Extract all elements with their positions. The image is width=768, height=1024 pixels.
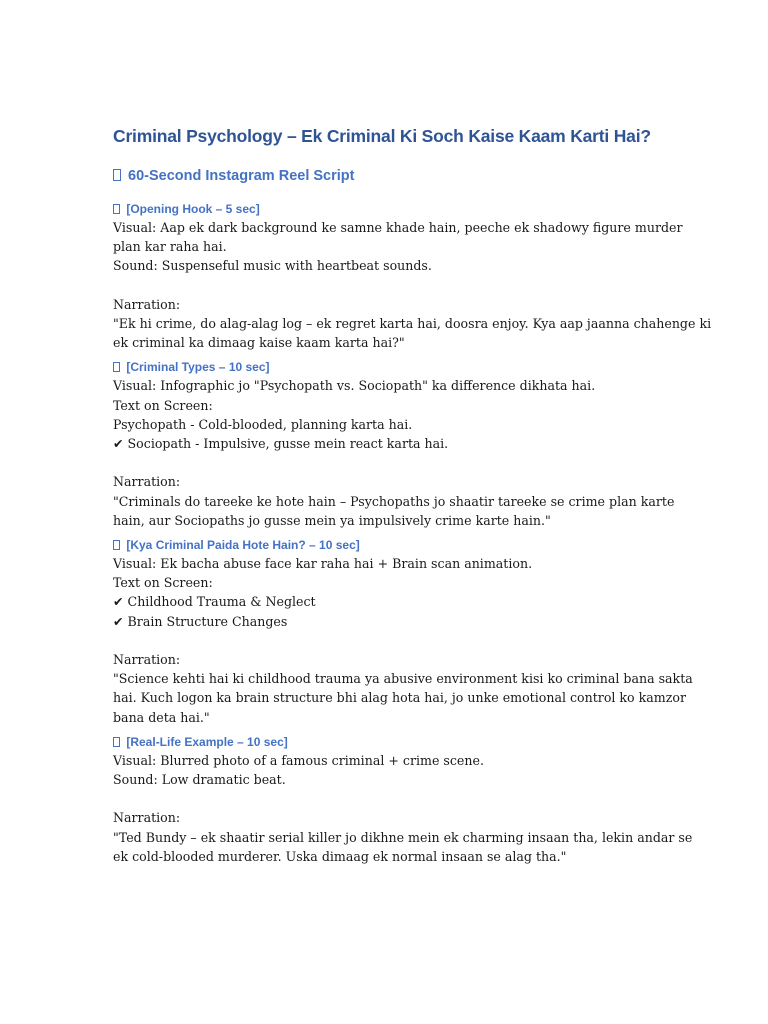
body-line: ✔ Brain Structure Changes xyxy=(113,613,288,629)
section-heading-text: [Kya Criminal Paida Hote Hain? – 10 sec] xyxy=(126,538,360,553)
section-heading-text: [Real-Life Example – 10 sec] xyxy=(126,734,288,749)
script-sections xyxy=(113,200,712,866)
body-line: Sound: Suspenseful music with heartbeat sounds. xyxy=(113,258,432,274)
missing-glyph-icon xyxy=(113,362,120,372)
section-heading xyxy=(113,733,668,751)
script-section xyxy=(113,200,712,352)
missing-glyph-icon xyxy=(113,540,120,550)
missing-glyph-icon xyxy=(113,169,121,181)
script-section xyxy=(113,358,675,530)
document-subtitle xyxy=(113,166,668,186)
script-section xyxy=(113,536,693,727)
body-line: Narration: xyxy=(113,652,181,668)
body-line: Narration: xyxy=(113,474,181,490)
body-line: Visual: Blurred photo of a famous criminal + crime scene. xyxy=(113,752,484,768)
body-line: hai. Kuch logon ka brain structure bhi alag hota hai, jo unke emotional control ko kamzor xyxy=(113,690,686,706)
body-line: ✔ Sociopath - Impulsive, gusse mein react karta hai. xyxy=(113,436,449,452)
body-line: "Science kehti hai ki childhood trauma ya abusive environment kisi ko criminal bana sakta xyxy=(113,671,693,687)
blank-line xyxy=(113,453,668,472)
body-line: Text on Screen: xyxy=(113,575,213,591)
section-heading-text: [Opening Hook – 5 sec] xyxy=(126,202,260,216)
body-line: Psychopath - Cold-blooded, planning karta hai. xyxy=(113,416,413,432)
blank-line xyxy=(113,789,668,808)
body-line: hain, aur Sociopaths jo gusse mein ya impulsively crime karte hain." xyxy=(113,512,551,528)
section-heading xyxy=(113,536,668,554)
body-line: "Criminals do tareeke ke hote hain – Psychopaths jo shaatir tareeke se crime plan karte xyxy=(113,493,675,509)
section-heading-text: [Criminal Types – 10 sec] xyxy=(126,360,270,375)
document-title: Criminal Psychology – Ek Criminal Ki Soch Kaise Kaam Karti Hai? xyxy=(113,126,651,146)
body-line: ek cold-blooded murderer. Uska dimaag ek normal insaan se alag tha." xyxy=(113,848,567,864)
section-heading xyxy=(113,200,668,218)
blank-line xyxy=(113,276,668,295)
body-line: Text on Screen: xyxy=(113,397,213,413)
body-line: "Ted Bundy – ek shaatir serial killer jo dikhne mein ek charming insaan tha, lekin andar se xyxy=(113,829,693,845)
body-line: Visual: Infographic jo "Psychopath vs. Sociopath" ka difference dikhata hai. xyxy=(113,378,596,394)
body-line: Visual: Ek bacha abuse face kar raha hai + Brain scan animation. xyxy=(113,556,533,572)
section-heading xyxy=(113,358,668,376)
body-line: plan kar raha hai. xyxy=(113,239,227,255)
subtitle-text: 60-Second Instagram Reel Script xyxy=(128,168,355,184)
blank-line xyxy=(113,631,668,650)
body-line: bana deta hai." xyxy=(113,709,210,725)
missing-glyph-icon xyxy=(113,204,120,214)
script-section xyxy=(113,733,693,866)
body-line: ek criminal ka dimaag kaise kaam karta hai?" xyxy=(113,335,405,351)
missing-glyph-icon xyxy=(113,737,120,747)
body-line: "Ek hi crime, do alag-alag log – ek regret karta hai, doosra enjoy. Kya aap jaanna chahenge ki xyxy=(113,316,712,331)
body-line: Narration: xyxy=(113,810,181,826)
body-line: Sound: Low dramatic beat. xyxy=(113,772,286,788)
body-line: ✔ Childhood Trauma & Neglect xyxy=(113,594,316,610)
body-line: Visual: Aap ek dark background ke samne khade hain, peeche ek shadowy figure murder xyxy=(113,220,683,235)
body-line: Narration: xyxy=(113,296,181,312)
